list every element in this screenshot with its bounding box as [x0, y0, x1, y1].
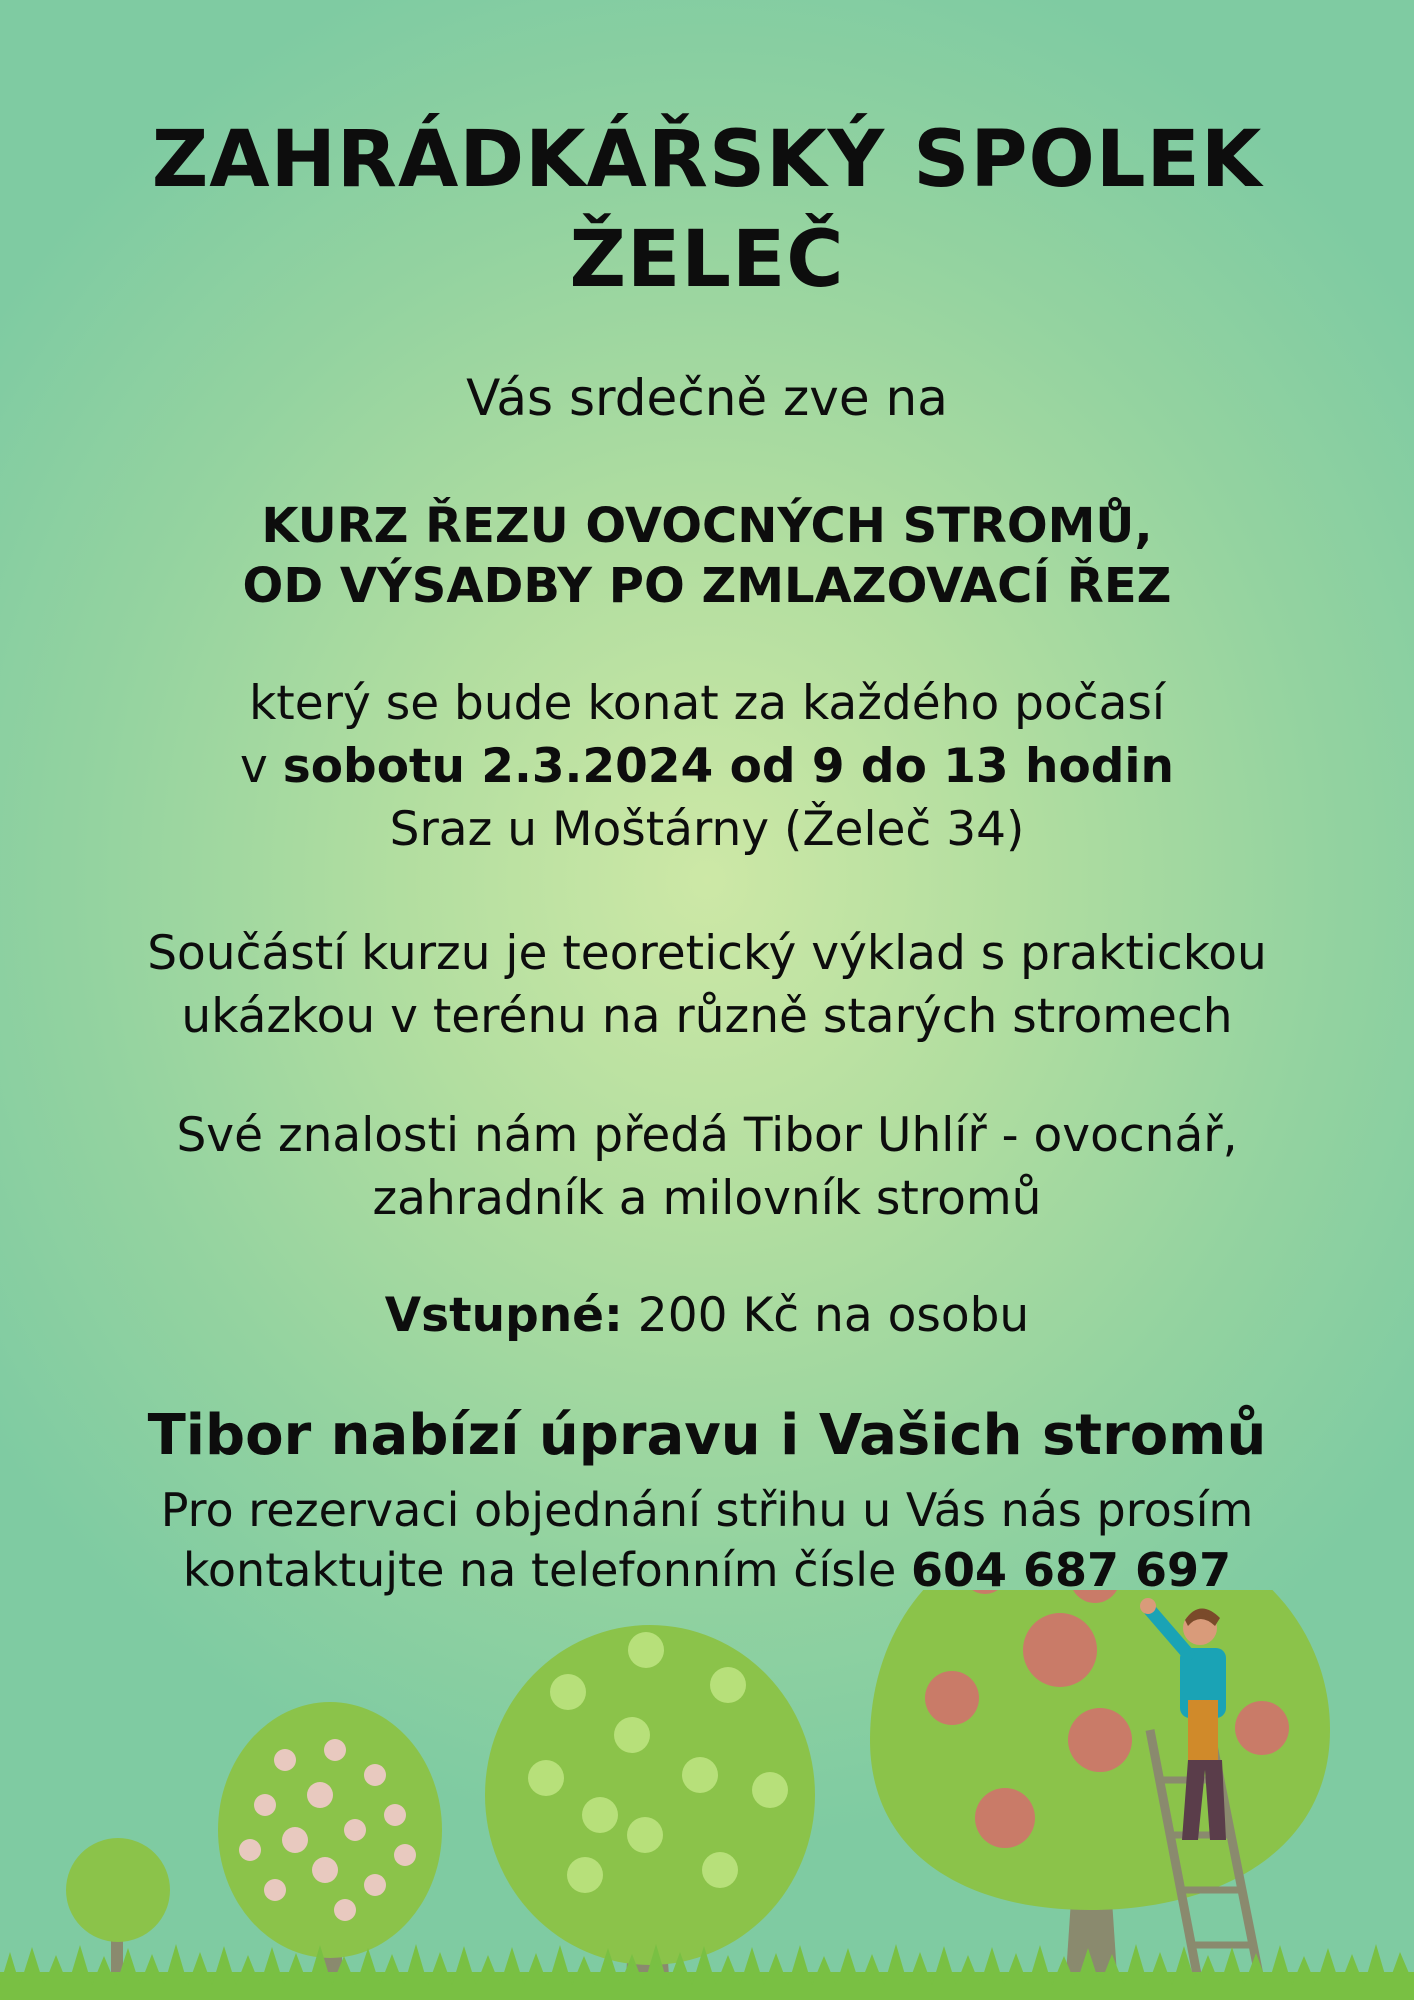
event-date: sobotu 2.3.2024 od 9 do 13 hodin — [282, 739, 1174, 794]
lecturer-line-2: zahradník a milovník stromů — [372, 1171, 1042, 1226]
red-apple-tree-icon — [870, 1590, 1330, 1990]
title-line-1: ZAHRÁDKÁŘSKÝ SPOLEK — [151, 115, 1263, 205]
event-info — [0, 672, 1414, 861]
event-prefix: v — [240, 739, 283, 794]
course-line-1: KURZ ŘEZU OVOCNÝCH STROMŮ, — [261, 498, 1153, 554]
lecturer-line-1: Své znalosti nám předá Tibor Uhlíř - ovocnář, — [176, 1108, 1238, 1163]
offer-line-1: Pro rezervaci objednání střihu u Vás nás prosím — [160, 1483, 1254, 1537]
event-line-1: který se bude konat za každého počasí — [249, 676, 1165, 731]
fee-value: 200 Kč na osobu — [622, 1288, 1030, 1343]
blossom-tree-icon — [218, 1702, 442, 1990]
course-title — [0, 496, 1414, 616]
course-description — [0, 922, 1414, 1048]
title-line-2: ŽELEČ — [569, 215, 845, 305]
offer-title: Tibor nabízí úpravu i Vašich stromů — [147, 1403, 1267, 1468]
description-line-1: Součástí kurzu je teoretický výklad s praktickou — [147, 926, 1267, 981]
page-title — [0, 110, 1414, 310]
lecturer-info — [0, 1104, 1414, 1230]
course-line-2: OD VÝSADBY PO ZMLAZOVACÍ ŘEZ — [242, 558, 1172, 614]
orchard-illustration — [0, 1590, 1414, 2000]
header — [0, 110, 1414, 310]
event-location: Sraz u Moštárny (Želeč 34) — [389, 802, 1025, 857]
event-line-2 — [0, 735, 1414, 798]
fee-label: Vstupné: — [384, 1288, 623, 1343]
offer-text — [0, 1480, 1414, 1600]
entry-fee — [0, 1284, 1414, 1347]
green-apple-tree-icon — [485, 1625, 815, 1990]
phone-number: 604 687 697 — [910, 1543, 1232, 1597]
description-line-2: ukázkou v terénu na různě starých stromech — [181, 989, 1233, 1044]
invite-text: Vás srdečně zve na — [466, 369, 948, 427]
offer-contact-prefix: kontaktujte na telefonním čísle — [182, 1543, 911, 1597]
